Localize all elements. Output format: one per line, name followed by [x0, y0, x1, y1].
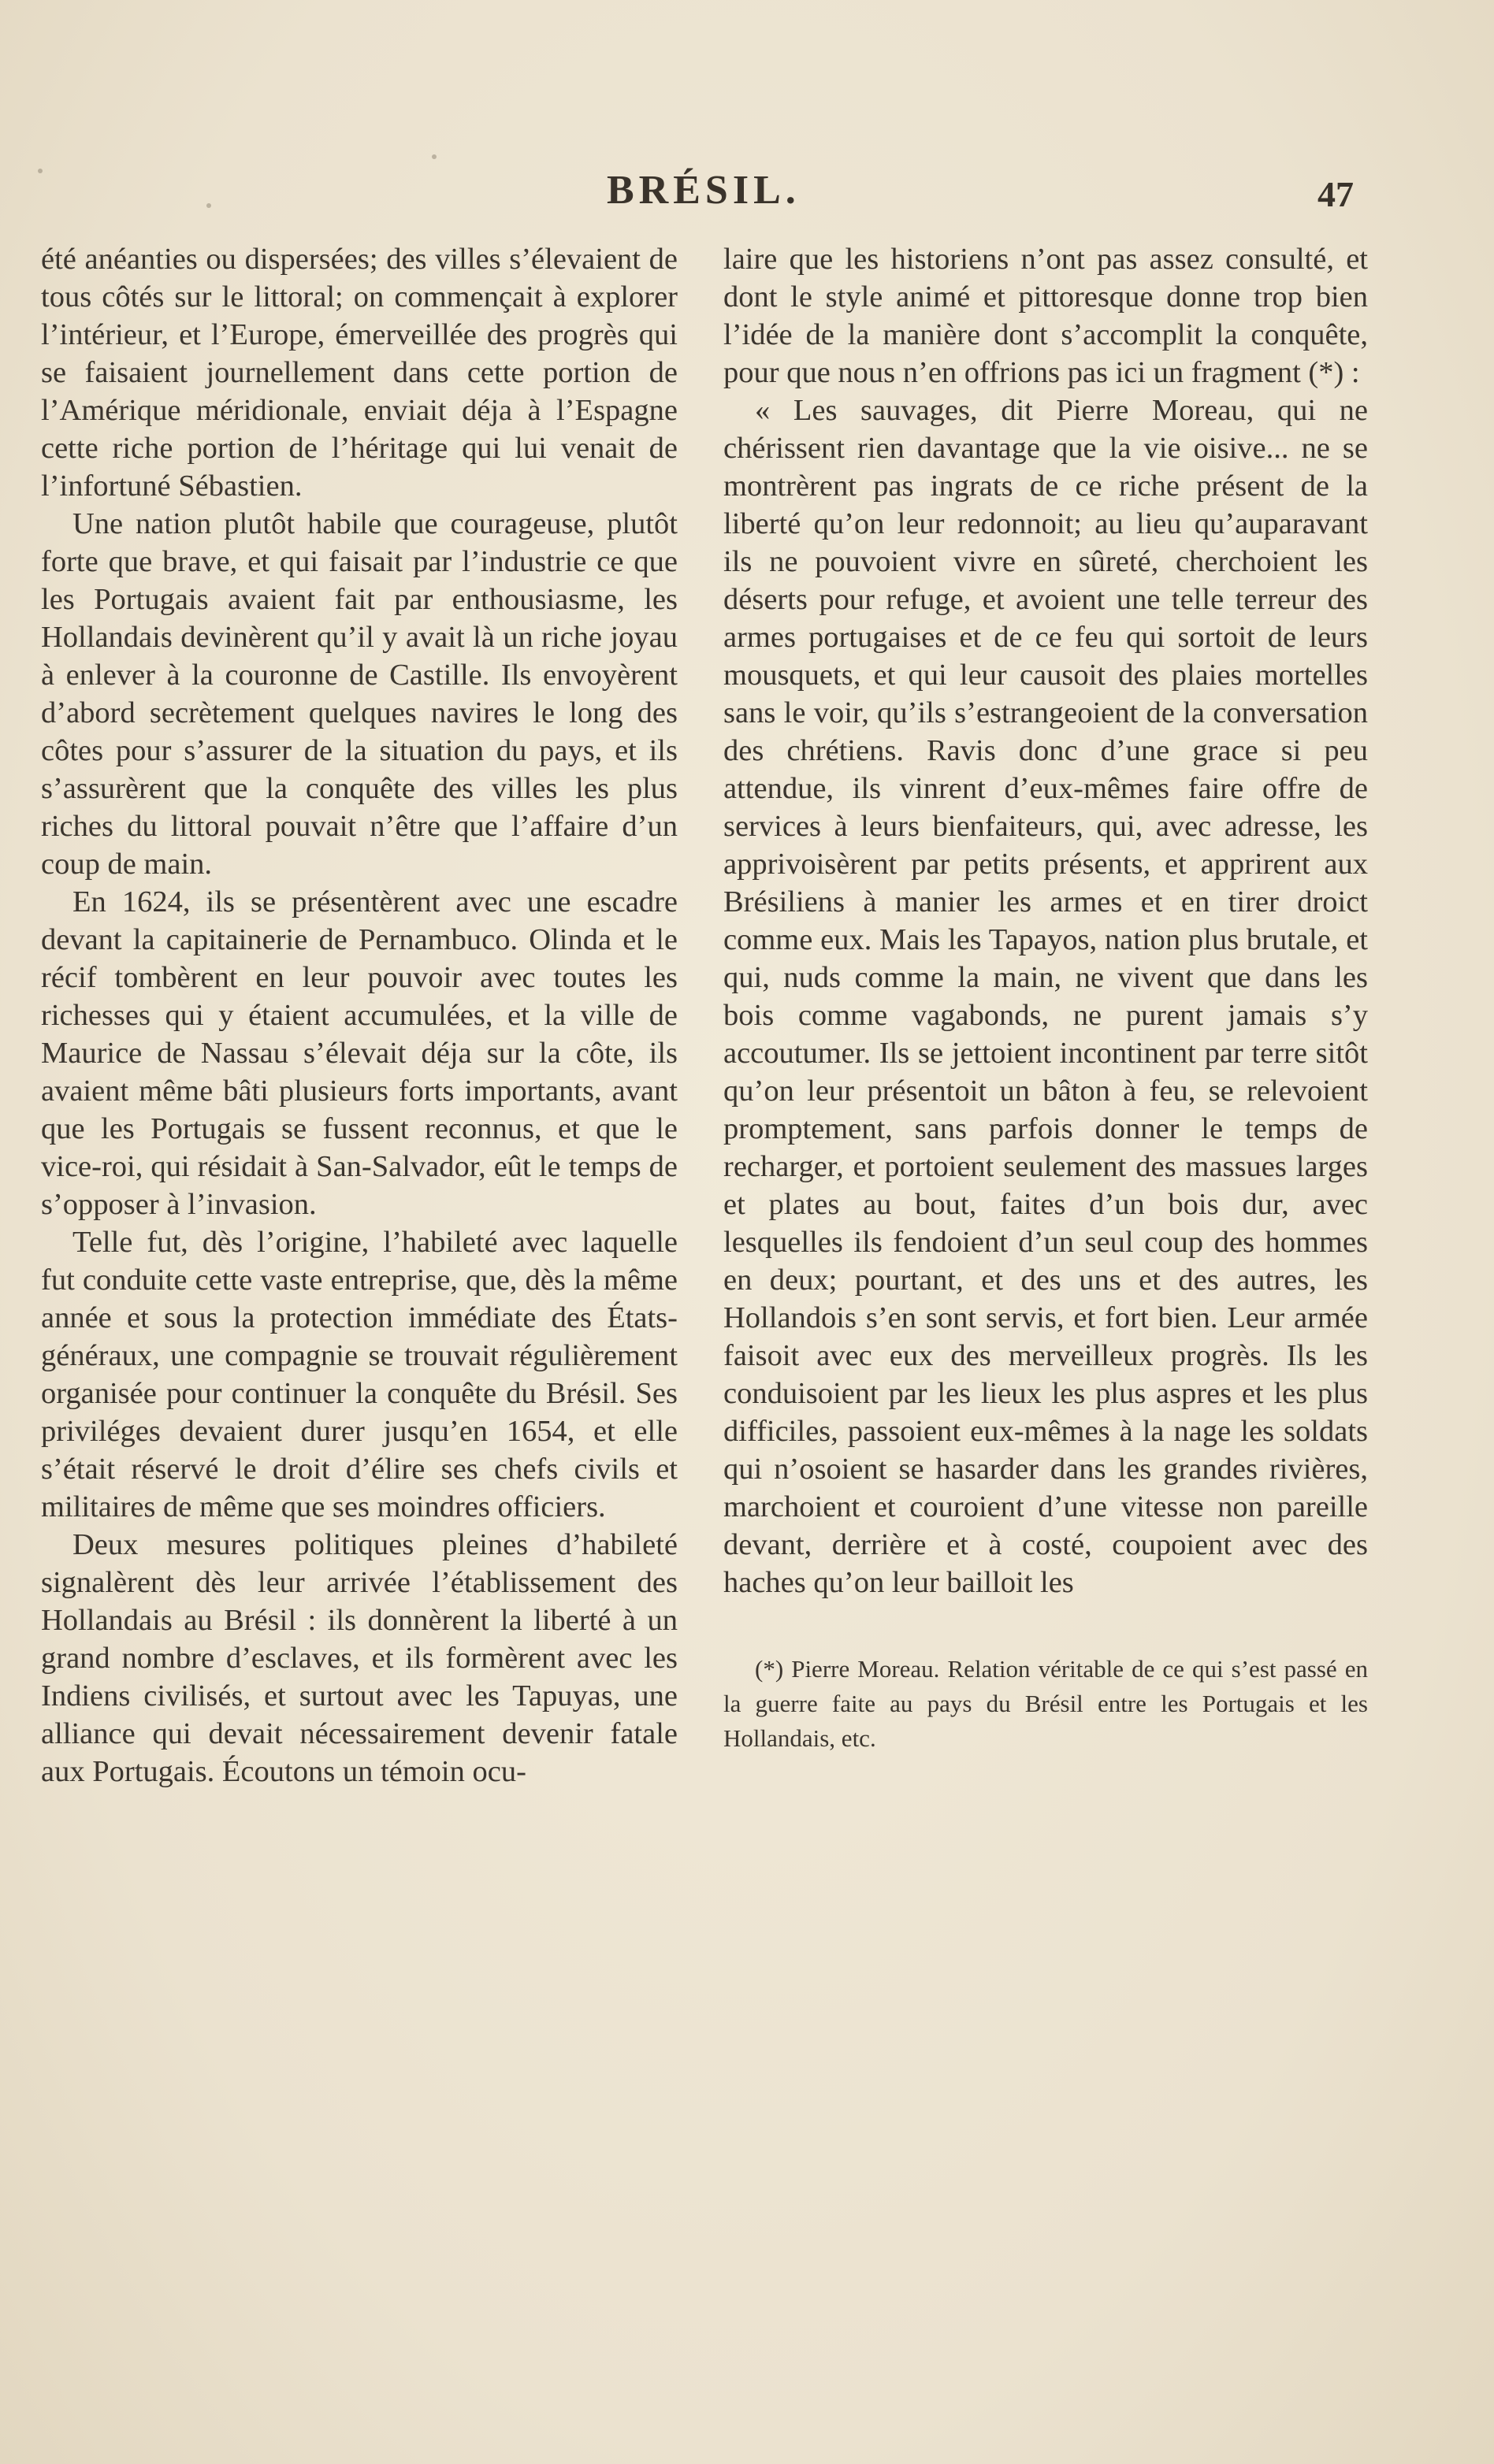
footnote: (*) Pierre Moreau. Relation véritable de ce qui s’est passé en la guerre faite au pays du Brésil entre les Portugais et les Hollandais, etc.	[723, 1655, 1368, 1752]
paragraph: Une nation plutôt habile que courageuse, plutôt forte que brave, et qui faisait par l’industrie ce que les Portugais avaient fait par enthousiasme, les Hollandais devinèrent qu’il y avait là un riche joyau à enlever à la couronne de Castille. Ils envoyèrent d’abord secrètement quelques navires le long des côtes pour s’assurer de la situation du pays, et ils s’assurèrent que la conquête des villes les plus riches du littoral pouvait n’être que l’affaire d’un coup de main.	[41, 507, 678, 881]
paragraph: Telle fut, dès l’origine, l’habileté avec laquelle fut conduite cette vaste entreprise, que, dès la même année et sous la protection immédiate des États-généraux, une compagnie se trouvait régulièrement organisée pour continuer la conquête du Brésil. Ses priviléges devaient durer jusqu’en 1654, et elle s’était réservé le droit d’élire ses chefs civils et militaires de même que ses moindres officiers.	[41, 1226, 678, 1523]
running-title: BRÉSIL.	[607, 168, 801, 213]
paragraph: Deux mesures politiques pleines d’habileté signalèrent dès leur arrivée l’établissement des Hollandais au Brésil : ils donnèrent la liberté à un grand nombre d’esclaves, et ils formèrent avec les Indiens civilisés, et surtout avec les Tapuyas, une alliance qui devait nécessairement devenir fatale aux Portugais. Écoutons un témoin ocu-	[41, 1528, 678, 1788]
footnote-separator	[723, 1601, 1368, 1652]
paper-speck	[432, 154, 437, 159]
paragraph: été anéanties ou dispersées; des villes s’élevaient de tous côtés sur le littoral; on commençait à explorer l’intérieur, et l’Europe, émerveillée des progrès qui se faisaient journellement dans cette portion de l’Amérique méridionale, enviait déja à l’Espagne cette riche portion de l’héritage qui lui venait de l’infortuné Sébastien.	[41, 243, 678, 503]
page-number: 47	[1317, 174, 1354, 214]
paragraph: « Les sauvages, dit Pierre Moreau, qui ne chérissent rien davantage que la vie oisive... ne se montrèrent pas ingrats de ce riche présent de la liberté qu’on leur redonnoit; au lieu qu’auparavant ils ne pouvoient vivre en sûreté, cherchoient les déserts pour refuge, et avoient une telle terreur des armes portugaises et de ce feu qui sortoit de leurs mousquets, et qui leur causoit des plaies mortelles sans le voir, qu’ils s’estrangeoient de la conversation des chrétiens. Ravis donc d’une grace si peu attendue, ils vinrent d’eux-mêmes faire offre de services à leurs bienfaiteurs, qui, avec adresse, les apprivoisèrent par petits présents, et apprirent aux Brésiliens à manier les armes et en tirer droict comme eux. Mais les Tapayos, nation plus brutale, et qui, nuds comme la main, ne vivent que dans les bois comme vagabonds, ne purent jamais s’y accoutumer. Ils se jettoient incontinent par terre sitôt qu’on leur présentoit un bâton à feu, se relevoient promptement, sans parfois donner le temps de recharger, et portoient seulement des massues larges et plates au bout, faites d’un bois dur, avec lesquelles ils fendoient d’un seul coup des hommes en deux; pourtant, et des uns et des autres, les Hollandois s’en sont servis, et fort bien. Leur armée faisoit avec eux des merveilleux progrès. Ils les conduisoient par les lieux les plus aspres et les plus difficiles, passoient eux-mêmes à la nage les soldats qui n’osoient se hasarder dans les grandes rivières, marchoient et couroient d’une vitesse non pareille devant, derrière et à costé, coupoient avec des haches qu’on leur bailloit les	[723, 394, 1368, 1599]
running-head	[0, 167, 1494, 222]
left-column	[41, 240, 678, 1790]
paragraph: laire que les historiens n’ont pas assez consulté, et dont le style animé et pittoresque donne trop bien l’idée de la manière dont s’accomplit la conquête, pour que nous n’en offrions pas ici un fragment (*) :	[723, 243, 1368, 389]
paragraph: En 1624, ils se présentèrent avec une escadre devant la capitainerie de Pernambuco. Olinda et le récif tombèrent en leur pouvoir avec toutes les richesses qui y étaient accumulées, et la ville de Maurice de Nassau s’élevait déja sur la côte, ils avaient même bâti plusieurs forts importants, avant que les Portugais se fussent reconnus, et que le vice-roi, qui résidait à San-Salvador, eût le temps de s’opposer à l’invasion.	[41, 885, 678, 1221]
right-column	[723, 240, 1368, 1756]
